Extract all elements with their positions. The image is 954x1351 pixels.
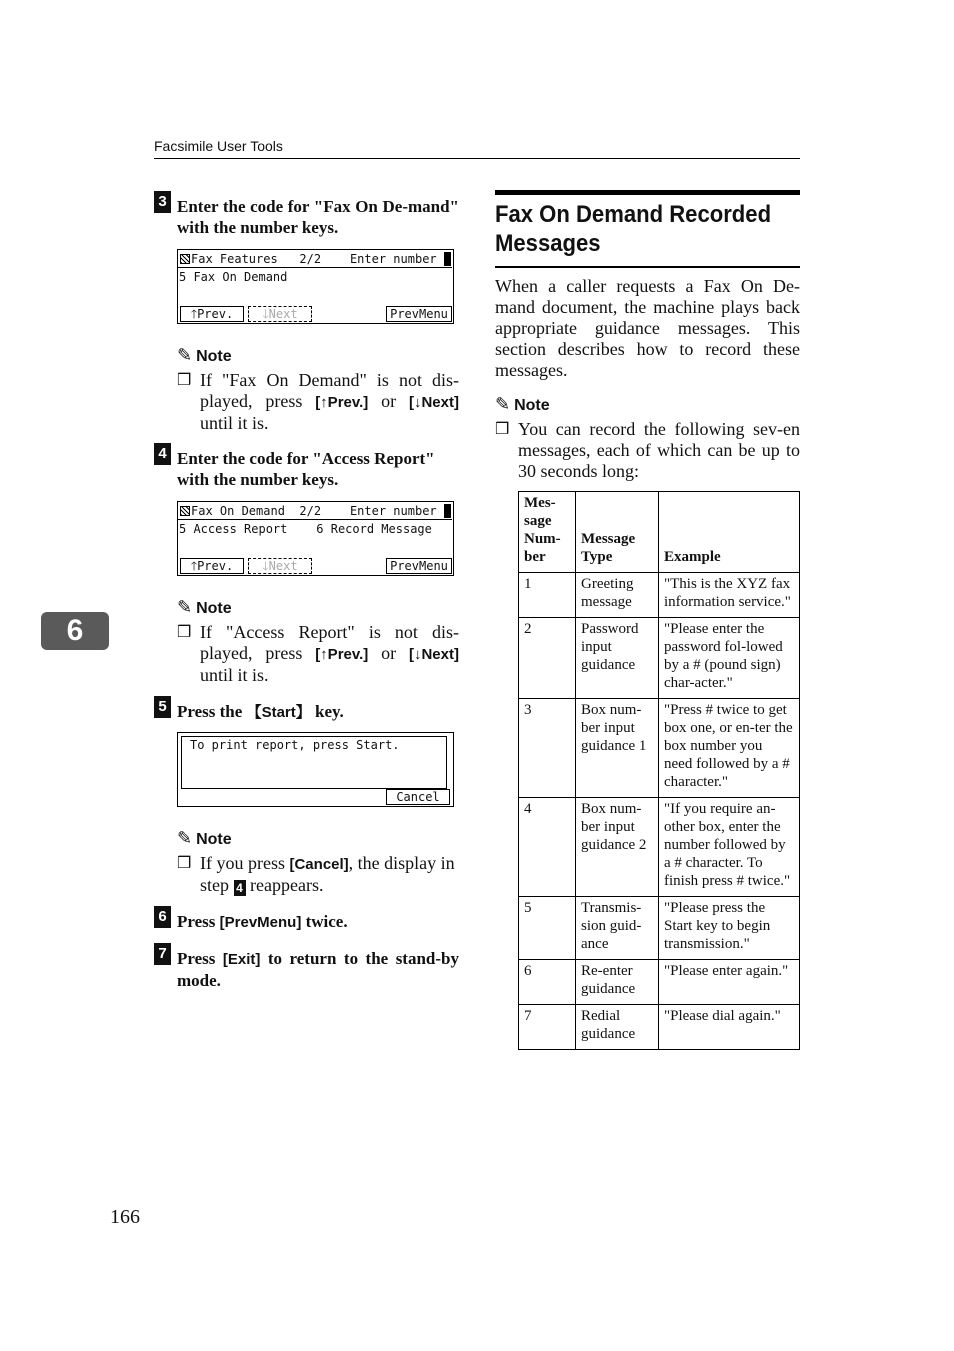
lcd-screen-fax-features [177,249,454,324]
table-row [519,618,800,699]
step-3-marker: 3 [154,191,171,213]
table-row [519,960,800,1005]
checkbox-bullet-icon: ❒ [177,855,192,872]
cell-type: Re-enter guidance [576,960,659,1005]
note-heading: ✎ Note [177,597,232,617]
cell-number: 4 [519,798,576,897]
cell-number: 5 [519,897,576,960]
cell-number: 3 [519,699,576,798]
next-button[interactable]: 🡓Next [248,558,312,574]
cursor-block [444,504,451,518]
note-heading: ✎ Note [495,394,550,414]
note-item: ❒ If "Access Report" is not dis-played, press [↑Prev.] or [↓Next] until it is. [177,622,459,685]
cell-example: "This is the XYZ fax information service." [659,573,800,618]
lcd-screen-fax-on-demand [177,501,454,576]
pencil-icon: ✎ [495,394,511,414]
prevmenu-button[interactable]: PrevMenu [386,558,452,574]
table-row [519,1005,800,1050]
fax-icon [180,506,190,516]
step-5-marker: 5 [154,696,171,718]
pencil-icon: ✎ [177,345,193,365]
step-4-text: Enter the code for "Access Report" with the number keys. [177,449,435,489]
prev-button[interactable]: 🡑Prev. [180,558,244,574]
arrow-up-icon: 🡑 [190,559,198,573]
cell-type: Password input guidance [576,618,659,699]
intro-paragraph: When a caller requests a Fax On De-mand document, the machine plays back appropriate guidance messages. This section describes how to record these messages. [495,276,800,380]
step-4-ref-marker: 4 [234,880,246,896]
cell-example: "Please press the Start key to begin transmission." [659,897,800,960]
next-button[interactable]: 🡓Next [248,306,312,322]
note-item: ❒ If you press [Cancel], the display in step 4 reappears. [177,853,455,895]
step-6-text: Press [PrevMenu] twice. [177,912,348,931]
header-example: Example [659,492,800,573]
arrow-down-icon: 🡓 [262,559,269,573]
cancel-button[interactable]: Cancel [386,789,450,805]
table-row [519,798,800,897]
note-item: ❒ If "Fax On Demand" is not dis-played, press [↑Prev.] or [↓Next] until it is. [177,370,459,433]
step-7-marker: 7 [154,943,171,965]
section-title-rule-bottom [495,266,800,268]
lcd-message: To print report, press Start. [190,738,400,752]
table-row [519,897,800,960]
cell-example: "Please enter the password fol-lowed by a # (pound sign) char-acter." [659,618,800,699]
step-3-text: Enter the code for "Fax On De-mand" with the number keys. [177,197,459,237]
cell-number: 1 [519,573,576,618]
checkbox-bullet-icon: ❒ [177,372,192,389]
step-5-text: Press the 【Start】 key. [177,702,344,721]
cursor-block [444,252,451,266]
cell-type: Box num-ber input guidance 1 [576,699,659,798]
cell-type: Box num-ber input guidance 2 [576,798,659,897]
note-heading: ✎ Note [177,828,232,848]
checkbox-bullet-icon: ❒ [177,624,192,641]
lcd-title-line: Fax Features 2/2 Enter number [178,252,452,268]
section-title-rule-top [495,190,800,195]
cell-number: 6 [519,960,576,1005]
lcd-menu-line: 5 Access Report 6 Record Message [179,522,432,536]
cell-type: Greeting message [576,573,659,618]
lcd-message-box [181,736,447,789]
step-4-marker: 4 [154,443,171,465]
cell-number: 7 [519,1005,576,1050]
cell-type: Redial guidance [576,1005,659,1050]
pencil-icon: ✎ [177,828,193,848]
prev-button[interactable]: 🡑Prev. [180,306,244,322]
note-heading: ✎ Note [177,345,232,365]
arrow-down-icon: 🡓 [262,307,269,321]
table-header-row [519,492,800,573]
cell-number: 2 [519,618,576,699]
arrow-up-icon: 🡑 [190,307,198,321]
page-number: 166 [110,1206,140,1228]
note-item: ❒ You can record the following sev-en messages, each of which can be up to 30 seconds long: [495,419,800,481]
header-message-type: Message Type [576,492,659,573]
header-message-number: Mes-sage Num-ber [519,492,576,573]
section-title: Fax On Demand Recorded Messages [495,201,772,257]
running-header: Facsimile User Tools [154,138,283,154]
table-row [519,573,800,618]
fax-icon [180,254,190,264]
lcd-menu-line: 5 Fax On Demand [179,270,288,284]
prevmenu-button[interactable]: PrevMenu [386,306,452,322]
cell-example: "Please dial again." [659,1005,800,1050]
checkbox-bullet-icon: ❒ [495,421,510,438]
cell-example: "Press # twice to get box one, or en-ter the box number you need followed by a # character." [659,699,800,798]
cell-example: "Please enter again." [659,960,800,1005]
step-7-text: Press [Exit] to return to the stand-by mode. [177,949,459,990]
pencil-icon: ✎ [177,597,193,617]
lcd-title-line: Fax On Demand 2/2 Enter number [178,504,452,520]
header-rule [154,158,800,159]
cell-type: Transmis-sion guid-ance [576,897,659,960]
messages-table [518,491,800,1050]
chapter-tab: 6 [41,612,109,650]
lcd-screen-print-report [177,732,454,807]
cell-example: "If you require an-other box, enter the number followed by a # character. To finish press # twice." [659,798,800,897]
table-row [519,699,800,798]
step-6-marker: 6 [154,906,171,928]
